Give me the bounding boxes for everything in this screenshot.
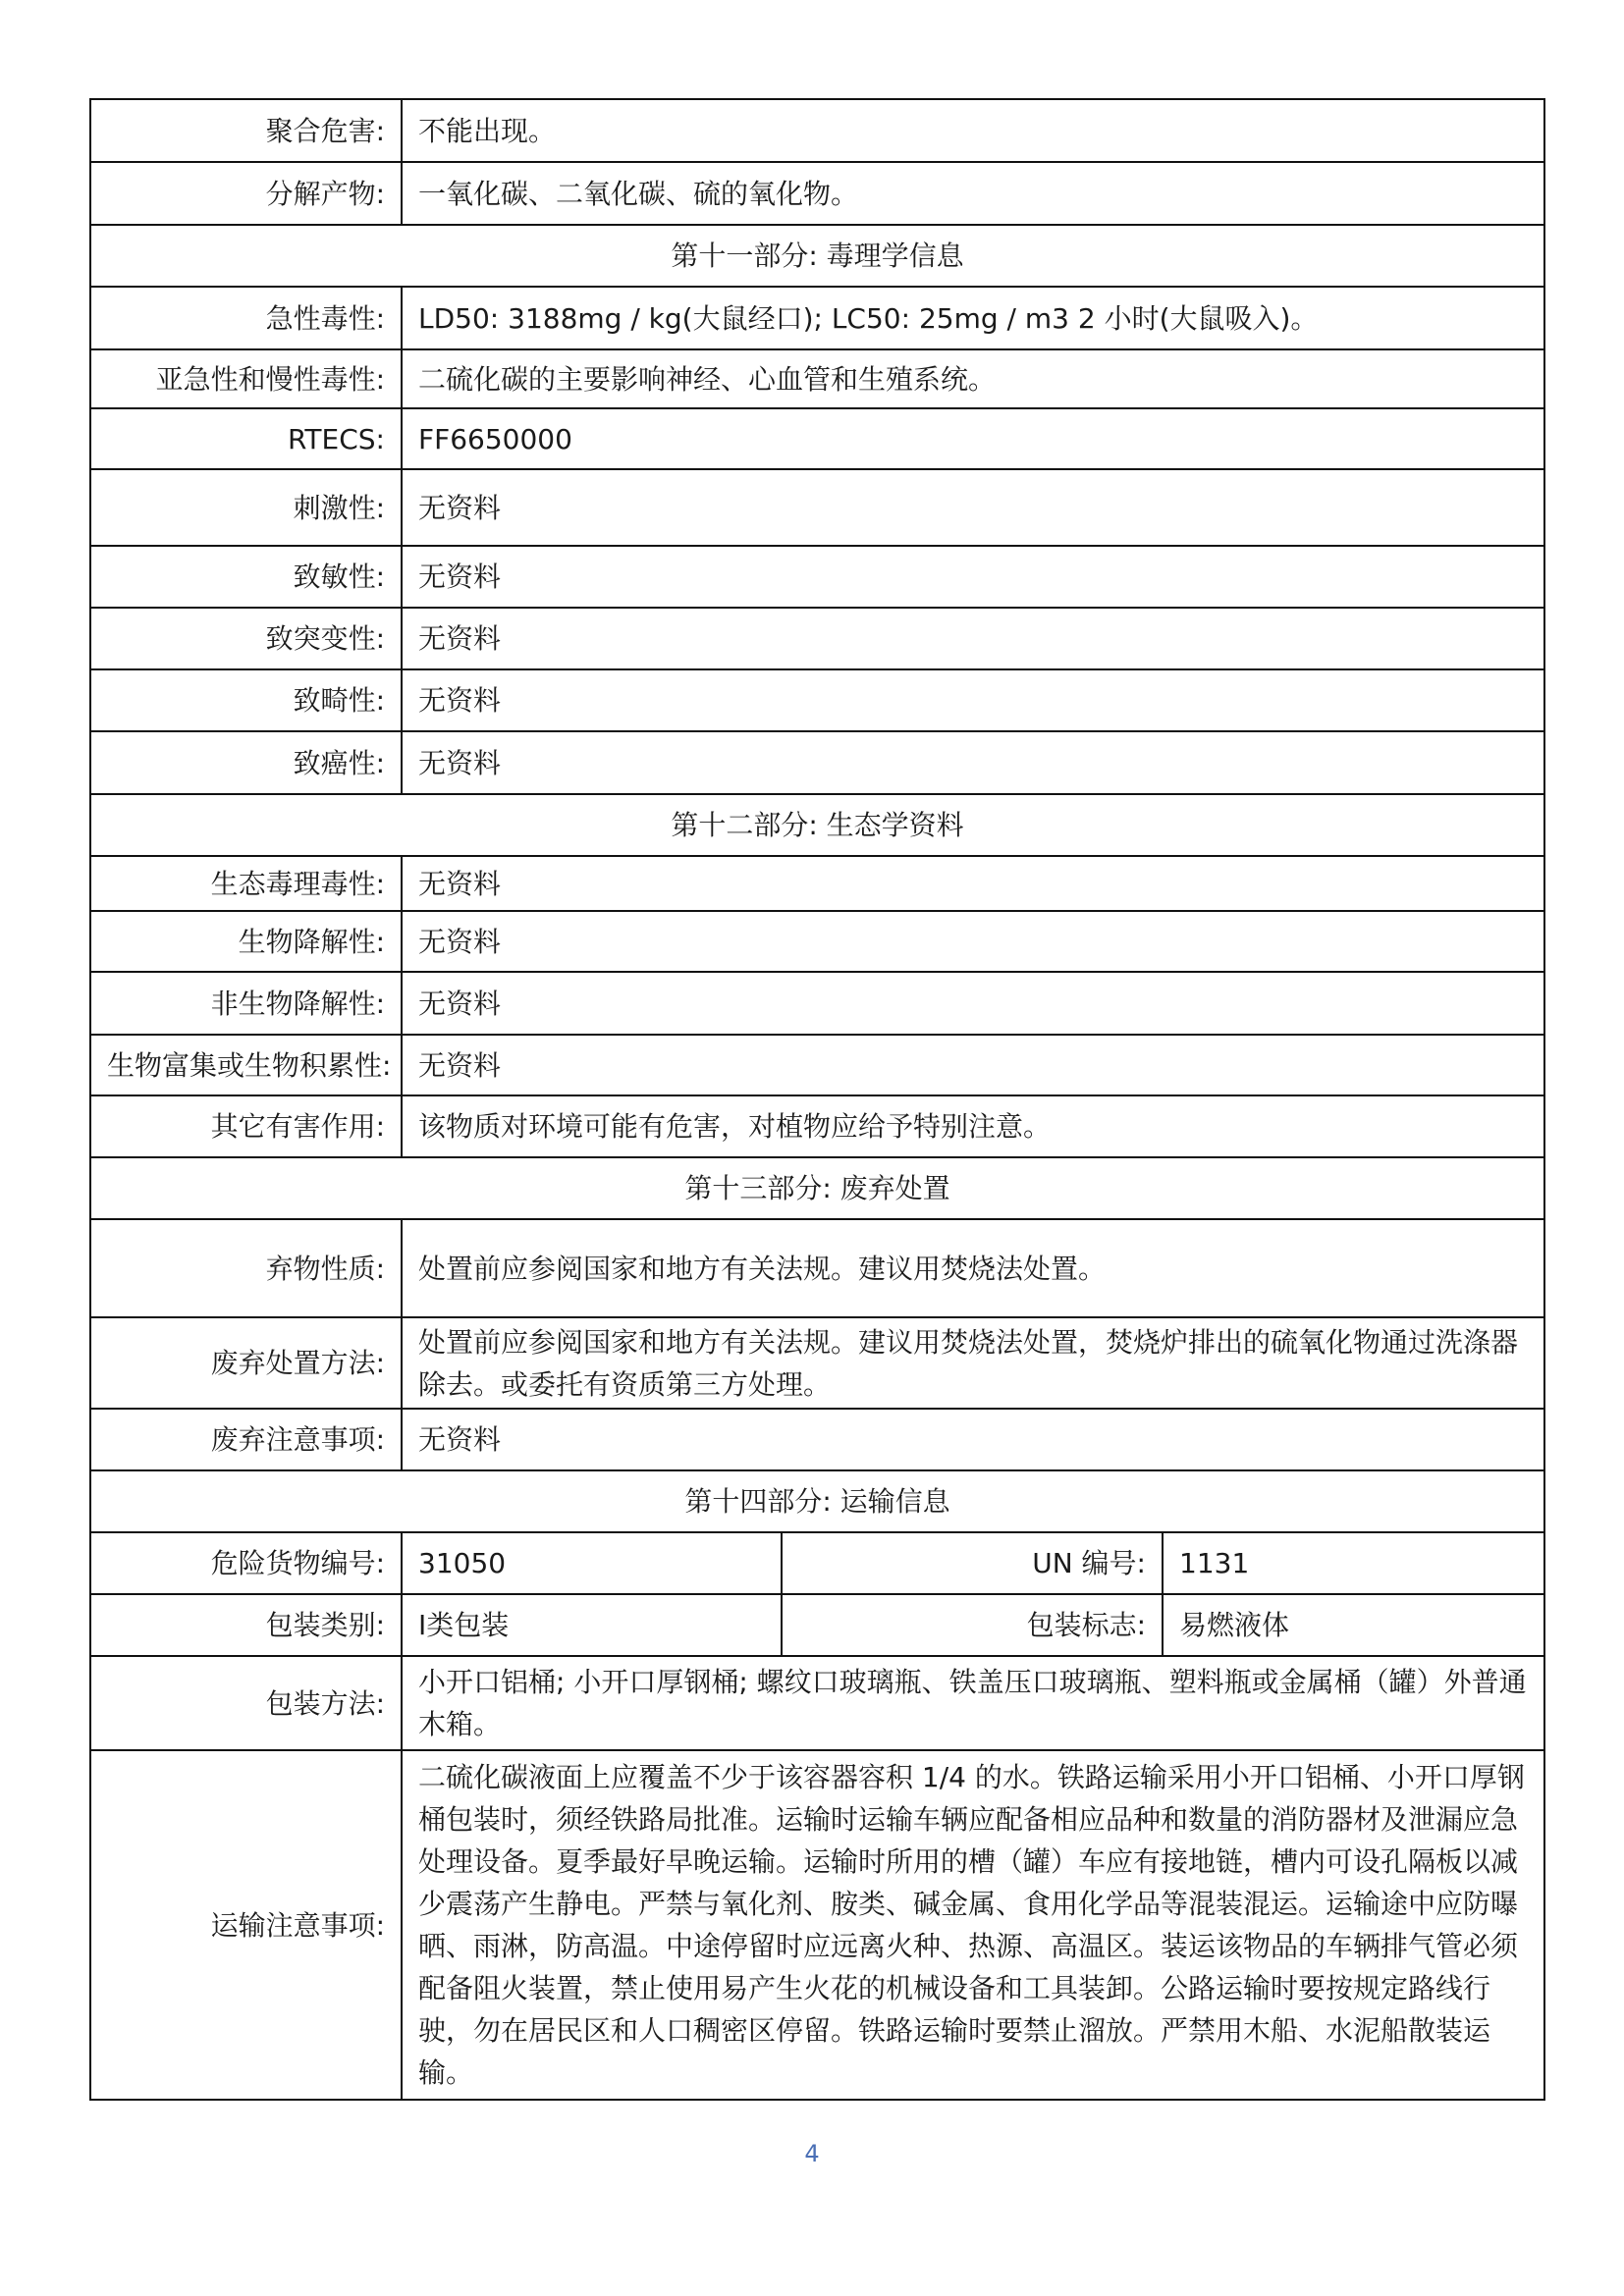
table-row	[90, 669, 1544, 731]
field-label: 致突变性:	[90, 608, 402, 669]
field-value: 无资料	[402, 669, 1544, 731]
section-title: 第十二部分: 生态学资料	[90, 794, 1544, 856]
field-value: 一氧化碳、二氧化碳、硫的氧化物。	[402, 162, 1544, 225]
sds-table	[89, 98, 1545, 2101]
field-label: 急性毒性:	[90, 287, 402, 349]
field-value: 无资料	[402, 856, 1544, 911]
field-value: 无资料	[402, 469, 1544, 546]
field-value: 该物质对环境可能有危害，对植物应给予特别注意。	[402, 1095, 1544, 1157]
field-label: 非生物降解性:	[90, 972, 402, 1035]
dangerous-goods-value: 31050	[402, 1532, 782, 1594]
field-label: 分解产物:	[90, 162, 402, 225]
field-label: 废弃处置方法:	[90, 1317, 402, 1409]
table-row	[90, 1750, 1544, 2100]
field-label: 其它有害作用:	[90, 1095, 402, 1157]
field-value: 无资料	[402, 972, 1544, 1035]
page-number: 4	[804, 2140, 820, 2167]
table-row	[90, 972, 1544, 1035]
table-row	[90, 1219, 1544, 1317]
field-value: 无资料	[402, 1409, 1544, 1470]
table-row	[90, 1317, 1544, 1409]
field-label: 致畸性:	[90, 669, 402, 731]
field-value: LD50: 3188mg / kg(大鼠经口); LC50: 25mg / m3 2 小时(大鼠吸入)。	[402, 287, 1544, 349]
un-number-label: UN 编号:	[782, 1532, 1163, 1594]
table-row	[90, 469, 1544, 546]
section-header-row	[90, 1157, 1544, 1219]
package-method-label: 包装方法:	[90, 1656, 402, 1750]
table-row	[90, 162, 1544, 225]
field-label: 刺激性:	[90, 469, 402, 546]
package-class-label: 包装类别:	[90, 1594, 402, 1656]
field-label: 废弃注意事项:	[90, 1409, 402, 1470]
table-row	[90, 1409, 1544, 1470]
field-value: 无资料	[402, 546, 1544, 608]
field-value: 处置前应参阅国家和地方有关法规。建议用焚烧法处置，焚烧炉排出的硫氧化物通过洗涤器除去。或委托有资质第三方处理。	[402, 1317, 1544, 1409]
field-label: 致敏性:	[90, 546, 402, 608]
section-title: 第十四部分: 运输信息	[90, 1470, 1544, 1532]
field-label: 生物降解性:	[90, 911, 402, 972]
field-label: 亚急性和慢性毒性:	[90, 349, 402, 408]
field-label: 弃物性质:	[90, 1219, 402, 1317]
un-number-value: 1131	[1163, 1532, 1544, 1594]
table-row	[90, 1656, 1544, 1750]
field-label: RTECS:	[90, 408, 402, 469]
field-value: 无资料	[402, 1035, 1544, 1095]
package-mark-value: 易燃液体	[1163, 1594, 1544, 1656]
table-row	[90, 546, 1544, 608]
field-value: 二硫化碳的主要影响神经、心血管和生殖系统。	[402, 349, 1544, 408]
table-row	[90, 856, 1544, 911]
table-row	[90, 1594, 1544, 1656]
transport-notes-label: 运输注意事项:	[90, 1750, 402, 2100]
field-value: 无资料	[402, 911, 1544, 972]
table-row	[90, 608, 1544, 669]
section-header-row	[90, 225, 1544, 287]
package-method-value: 小开口铝桶; 小开口厚钢桶; 螺纹口玻璃瓶、铁盖压口玻璃瓶、塑料瓶或金属桶（罐）外普通木箱。	[402, 1656, 1544, 1750]
table-row	[90, 99, 1544, 162]
table-row	[90, 731, 1544, 794]
transport-notes-value: 二硫化碳液面上应覆盖不少于该容器容积 1/4 的水。铁路运输采用小开口铝桶、小开口厚钢桶包装时，须经铁路局批准。运输时运输车辆应配备相应品种和数量的消防器材及泄漏应急处理设备。夏季最好早晚运输。运输时所用的槽（罐）车应有接地链，槽内可设孔隔板以减少震荡产生静电。严禁与氧化剂、胺类、碱金属、食用化学品等混装混运。运输途中应防曝晒、雨淋，防高温。中途停留时应远离火种、热源、高温区。装运该物品的车辆排气管必须配备阻火装置，禁止使用易产生火花的机械设备和工具装卸。公路运输时要按规定路线行驶，勿在居民区和人口稠密区停留。铁路运输时要禁止溜放。严禁用木船、水泥船散装运输。	[402, 1750, 1544, 2100]
section-header-row	[90, 1470, 1544, 1532]
package-class-value: Ⅰ类包装	[402, 1594, 782, 1656]
field-value: 不能出现。	[402, 99, 1544, 162]
field-label: 聚合危害:	[90, 99, 402, 162]
field-label: 生态毒理毒性:	[90, 856, 402, 911]
table-row	[90, 1532, 1544, 1594]
section-header-row	[90, 794, 1544, 856]
table-row	[90, 408, 1544, 469]
field-label: 生物富集或生物积累性:	[90, 1035, 402, 1095]
table-row	[90, 1035, 1544, 1095]
table-row	[90, 1095, 1544, 1157]
package-mark-label: 包装标志:	[782, 1594, 1163, 1656]
field-value: 无资料	[402, 608, 1544, 669]
table-row	[90, 911, 1544, 972]
table-row	[90, 349, 1544, 408]
dangerous-goods-label: 危险货物编号:	[90, 1532, 402, 1594]
table-row	[90, 287, 1544, 349]
section-title: 第十一部分: 毒理学信息	[90, 225, 1544, 287]
field-label: 致癌性:	[90, 731, 402, 794]
field-value: 处置前应参阅国家和地方有关法规。建议用焚烧法处置。	[402, 1219, 1544, 1317]
field-value: FF6650000	[402, 408, 1544, 469]
field-value: 无资料	[402, 731, 1544, 794]
section-title: 第十三部分: 废弃处置	[90, 1157, 1544, 1219]
